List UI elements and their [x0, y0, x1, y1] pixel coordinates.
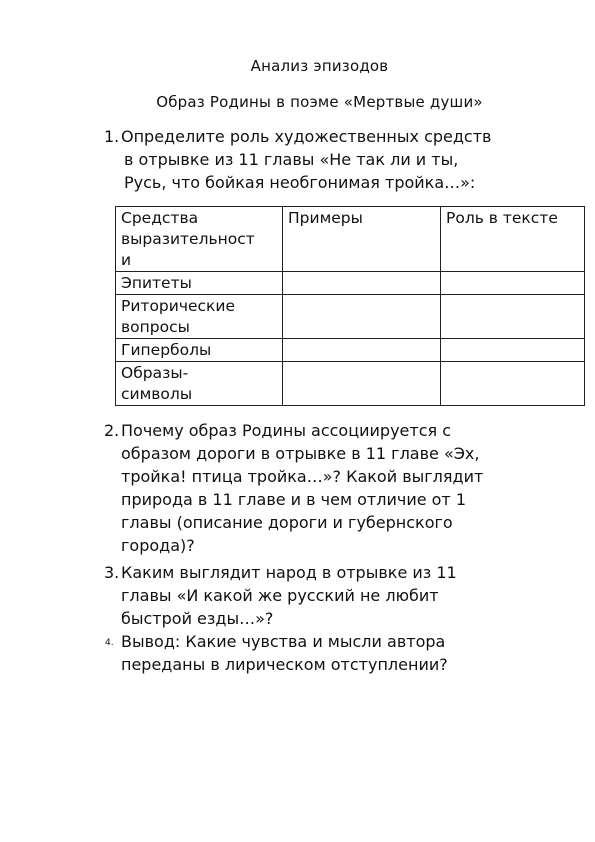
analysis-table [115, 206, 585, 406]
question-line: образом дороги в отрывке в 11 главе «Эх, [121, 444, 480, 463]
cell-line: вопросы [121, 318, 190, 336]
table-row [116, 339, 585, 362]
table-header-cell: Роль в тексте [441, 207, 585, 272]
header-line: выразительност [121, 230, 255, 248]
table-row [116, 272, 585, 295]
question-line: Определите роль художественных средств [121, 127, 492, 146]
document-title: Анализ эпизодов [250, 57, 389, 75]
table-cell-means: Эпитеты [116, 272, 283, 295]
cell-line: символы [121, 385, 193, 403]
question-number: 3. [104, 563, 120, 582]
question-line: главы (описание дороги и губернского [121, 513, 453, 532]
question-line: главы «И какой же русский не любит [121, 586, 439, 605]
table-cell-examples[interactable] [283, 362, 441, 406]
question-line: переданы в лирическом отступлении? [121, 655, 448, 674]
table-row [116, 362, 585, 406]
question-line: природа в 11 главе и в чем отличие от 1 [121, 490, 467, 509]
table-cell-role[interactable] [441, 272, 585, 295]
question-line: тройка! птица тройка…»? Какой выглядит [121, 467, 484, 486]
question-text [121, 561, 581, 630]
question-text [121, 125, 581, 194]
header-line: Средства [121, 209, 199, 227]
header-line: и [121, 251, 132, 269]
question-text [121, 419, 581, 557]
question-line: Русь, что бойкая необгонимая тройка…»: [124, 173, 476, 192]
question-line: в отрывке из 11 главы «Не так ли и ты, [124, 150, 459, 169]
table-header-row [116, 207, 585, 272]
cell-line: Риторические [121, 297, 236, 315]
question-line: Почему образ Родины ассоциируется с [121, 421, 451, 440]
document-subtitle: Образ Родины в поэме «Мертвые души» [156, 93, 483, 111]
question-line: города)? [121, 536, 195, 555]
table-cell-examples[interactable] [283, 339, 441, 362]
table-cell-role[interactable] [441, 339, 585, 362]
question-line: быстрой езды…»? [121, 609, 274, 628]
question-line: Вывод: Какие чувства и мысли автора [121, 632, 446, 651]
question-line: Каким выглядит народ в отрывке из 11 [121, 563, 457, 582]
table-row [116, 295, 585, 339]
question-number: 1. [104, 127, 120, 146]
cell-line: Образы- [121, 364, 189, 382]
table-cell-examples[interactable] [283, 295, 441, 339]
table-cell-means [116, 362, 283, 406]
table-cell-means [116, 295, 283, 339]
table-cell-role[interactable] [441, 362, 585, 406]
table-cell-role[interactable] [441, 295, 585, 339]
question-text [121, 630, 581, 676]
table-header-cell: Примеры [283, 207, 441, 272]
question-number: 4. [105, 638, 114, 648]
table-header-cell [116, 207, 283, 272]
table-cell-means: Гиперболы [116, 339, 283, 362]
table-cell-examples[interactable] [283, 272, 441, 295]
question-number: 2. [104, 421, 120, 440]
